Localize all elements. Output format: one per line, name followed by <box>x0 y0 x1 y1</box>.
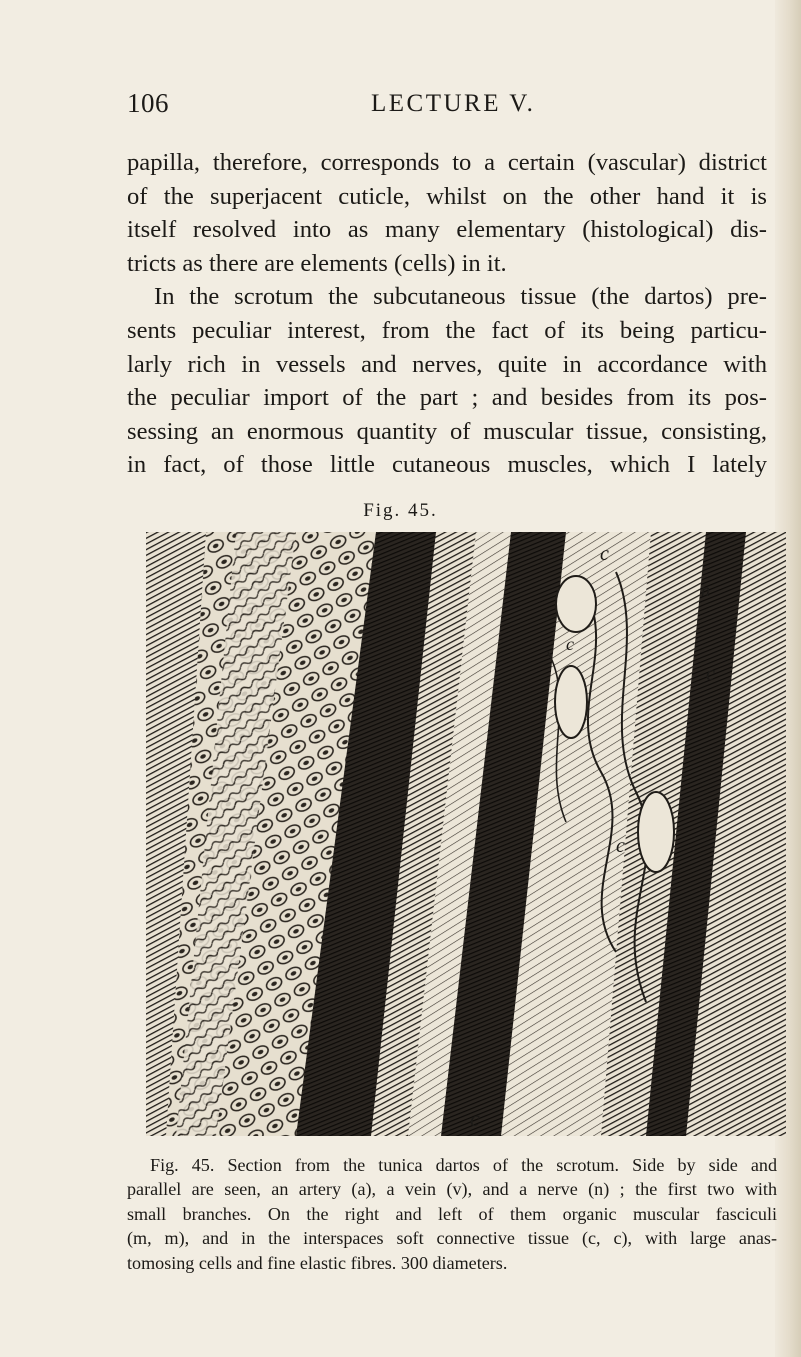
caption-line: tomosing cells and fine elastic fibres. 300 diameters. <box>127 1252 508 1273</box>
caption-line: parallel are seen, an artery (a), a vein (v), and a nerve (n) ; the first two with <box>127 1179 777 1200</box>
figure-label: c <box>470 1106 480 1131</box>
figure-label: n <box>701 580 710 600</box>
caption-line: small branches. On the right and left of them organic muscular fasciculi <box>127 1203 777 1224</box>
body-line: larly rich in vessels and nerves, quite in accordance with <box>127 350 767 378</box>
body-line: in fact, of those little cutaneous muscles, which I lately <box>127 451 767 479</box>
running-title: LECTURE V. <box>371 90 536 117</box>
body-line: the peculiar import of the part ; and besides from its pos- <box>127 384 767 412</box>
page-number: 106 <box>127 88 169 118</box>
body-line: of the superjacent cuticle, whilst on the other hand it is <box>127 182 767 210</box>
body-text <box>127 146 767 482</box>
body-line: itself resolved into as many elementary (histological) dis- <box>127 216 767 244</box>
figure-engraving <box>146 532 786 1136</box>
figure-label: c <box>566 634 574 654</box>
figure-label: c <box>706 663 715 685</box>
figure-label: c <box>600 543 609 565</box>
caption-line: (m, m), and in the interspaces soft connective tissue (c, c), with large anas- <box>127 1228 777 1249</box>
figure-caption <box>127 1153 777 1275</box>
figure-label: c <box>616 835 625 857</box>
anastomosing-cell <box>555 666 587 738</box>
histology-illustration <box>146 532 786 1136</box>
figure-title: Fig. 45. <box>363 500 438 521</box>
anastomosing-cell <box>556 576 596 632</box>
body-line: papilla, therefore, corresponds to a certain (vascular) district <box>127 149 767 176</box>
body-line: sessing an enormous quantity of muscular tissue, consisting, <box>127 417 767 445</box>
body-line: sents peculiar interest, from the fact of its being particu- <box>127 316 767 344</box>
anastomosing-cell <box>638 792 674 872</box>
body-line: tricts as there are elements (cells) in it. <box>127 249 507 277</box>
body-line: In the scrotum the subcutaneous tissue (the dartos) pre- <box>154 283 767 311</box>
caption-line: Fig. 45. Section from the tunica dartos of the scrotum. Side by side and <box>150 1155 777 1175</box>
page-header <box>127 88 767 122</box>
